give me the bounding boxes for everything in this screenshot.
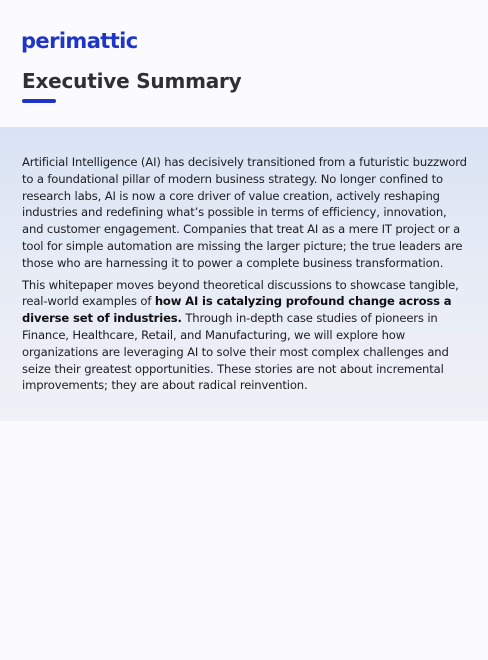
summary-paragraph-2-rest: Through in-depth case studies of pioneers in Finance, Healthcare, Retail, and Manufacturing, we will explore how organizations are leveraging AI to solve their most complex challenges and seize their greatest opportunities. These stories are not about incremental improvements; they are about radical reinvention. (22, 311, 449, 393)
summary-paragraph-2 (22, 277, 468, 395)
summary-paragraph-2-emphasis: how AI is catalyzing profound change across a diverse set of industries. (22, 294, 452, 326)
summary-paragraph-1: Artificial Intelligence (AI) has decisively transitioned from a futuristic buzzword to a foundational pillar of modern business strategy. No longer confined to research labs, AI is now a core driver of value creation, actively reshaping industries and redefining what’s possible in terms of efficiency, innovation, and customer engagement. Companies that treat AI as a mere IT project or a tool for simple automation are missing the larger picture; the true leaders are those who are harnessing it to power a complete business transformation. (22, 155, 467, 270)
executive-summary-panel (0, 127, 488, 421)
title-underline-accent (22, 99, 56, 103)
brand-logo: perimattic (21, 29, 138, 53)
page-title: Executive Summary (22, 69, 242, 93)
summary-paragraph-2-intro: This whitepaper moves beyond theoretical discussions to showcase tangible, real-world examples of (22, 277, 459, 309)
